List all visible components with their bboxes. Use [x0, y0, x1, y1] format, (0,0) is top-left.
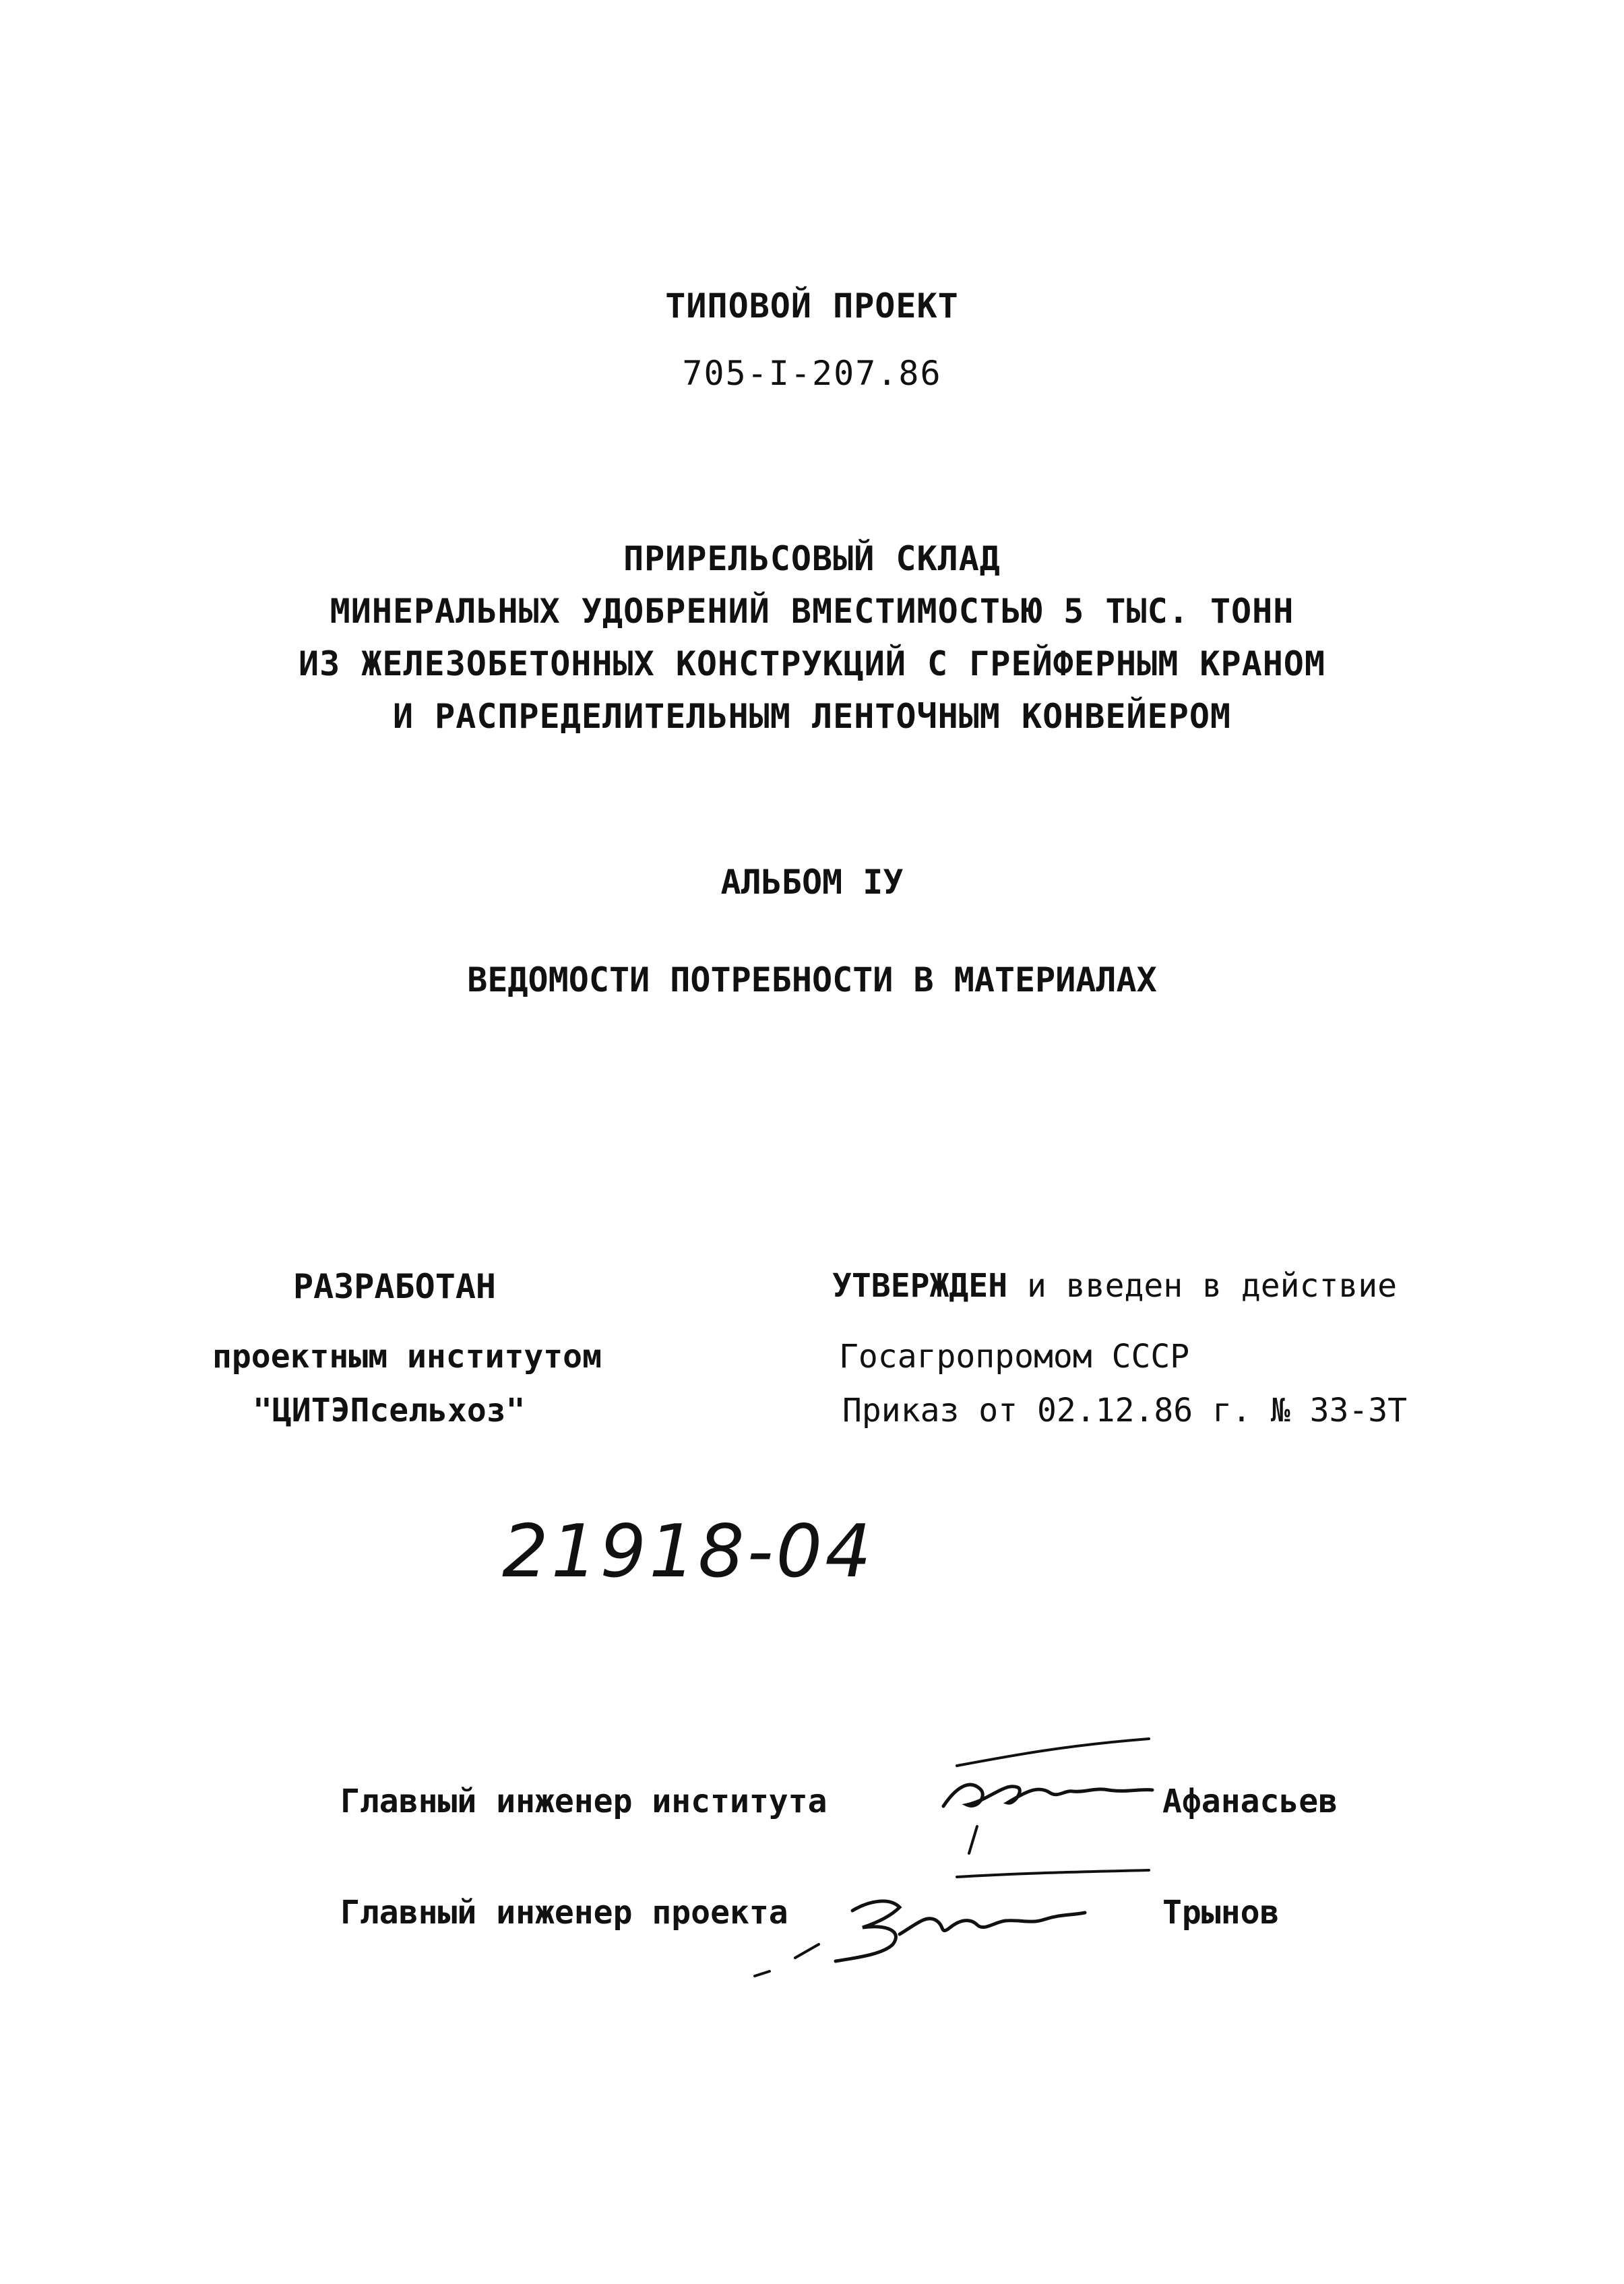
- developed-by-heading: РАЗРАБОТАН: [293, 1267, 497, 1306]
- title-line-2: МИНЕРАЛЬНЫХ УДОБРЕНИЙ ВМЕСТИМОСТЬЮ 5 ТЫС. ТОНН: [330, 592, 1294, 631]
- signatory-name-2: Трынов: [1162, 1894, 1280, 1932]
- project-type-heading: ТИПОВОЙ ПРОЕКТ: [665, 286, 959, 326]
- album-subject: ВЕДОМОСТИ ПОТРЕБНОСТИ В МАТЕРИАЛАХ: [467, 960, 1157, 999]
- approved-heading-rest: и введен в действие: [1007, 1267, 1398, 1305]
- signatory-role-1: Главный инженер института: [340, 1783, 827, 1820]
- approved-heading: [832, 1267, 1397, 1305]
- signature-1-icon: [930, 1725, 1159, 1860]
- handwritten-inventory-number: 21918-04: [502, 1510, 874, 1594]
- album-label: АЛЬБОМ IУ: [720, 863, 904, 902]
- title-line-1: ПРИРЕЛЬСОВЫЙ СКЛАД: [623, 539, 1001, 578]
- title-line-3: ИЗ ЖЕЛЕЗОБЕТОННЫХ КОНСТРУКЦИЙ С ГРЕЙФЕРНЫМ КРАНОМ: [298, 644, 1326, 683]
- developer-line-1: проектным институтом: [212, 1338, 602, 1376]
- signature-2-icon: [755, 1860, 1159, 1981]
- project-code: 705-I-207.86: [682, 354, 942, 393]
- approval-authority: Госагропромом СССР: [839, 1338, 1190, 1376]
- developer-name: "ЦИТЭПсельхоз": [253, 1392, 526, 1429]
- signatory-name-1: Афанасьев: [1162, 1783, 1338, 1820]
- approval-order: Приказ от 02.12.86 г. № 33-ЗТ: [842, 1392, 1408, 1429]
- title-line-4: И РАСПРЕДЕЛИТЕЛЬНЫМ ЛЕНТОЧНЫМ КОНВЕЙЕРОМ: [392, 697, 1232, 736]
- signatory-role-2: Главный инженер проекта: [340, 1894, 788, 1932]
- approved-heading-bold: УТВЕРЖДЕН: [832, 1267, 1008, 1305]
